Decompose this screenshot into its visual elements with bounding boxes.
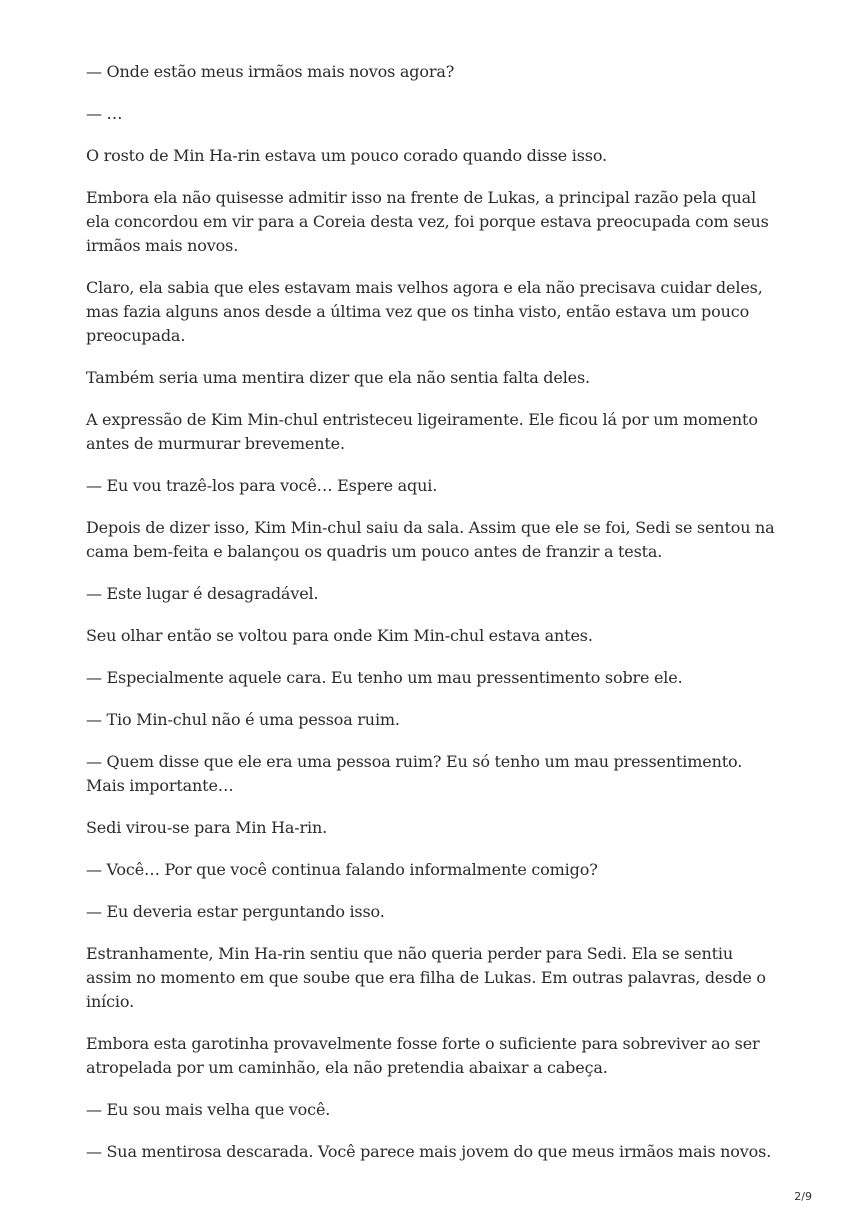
document-body xyxy=(86,60,776,1182)
paragraph: Seu olhar então se voltou para onde Kim Min-chul estava antes. xyxy=(86,626,593,645)
paragraph: Também seria uma mentira dizer que ela não sentia falta deles. xyxy=(86,368,590,387)
paragraph: — Eu vou trazê-los para você… Espere aqui. xyxy=(86,476,438,495)
paragraph: — Especialmente aquele cara. Eu tenho um mau pressentimento sobre ele. xyxy=(86,668,683,687)
paragraph: Depois de dizer isso, Kim Min-chul saiu da sala. Assim que ele se foi, Sedi se sentou na cama bem-feita e balançou os quadris um pouco antes de franzir a testa. xyxy=(86,518,775,561)
paragraph: Embora esta garotinha provavelmente fosse forte o suficiente para sobreviver ao ser atropelada por um caminhão, ela não pretendia abaixar a cabeça. xyxy=(86,1034,760,1077)
paragraph: — Você… Por que você continua falando informalmente comigo? xyxy=(86,860,598,879)
paragraph: — Quem disse que ele era uma pessoa ruim? Eu só tenho um mau pressentimento. Mais importante… xyxy=(86,752,743,795)
paragraph: Claro, ela sabia que eles estavam mais velhos agora e ela não precisava cuidar deles, mas fazia alguns anos desde a última vez que os tinha visto, então estava um pouco preocupada. xyxy=(86,278,763,345)
paragraph: Embora ela não quisesse admitir isso na frente de Lukas, a principal razão pela qual ela concordou em vir para a Coreia desta vez, foi porque estava preocupada com seus irmãos mais novos. xyxy=(86,188,769,255)
paragraph: — Eu sou mais velha que você. xyxy=(86,1100,331,1119)
paragraph: — Este lugar é desagradável. xyxy=(86,584,319,603)
paragraph: Estranhamente, Min Ha-rin sentiu que não queria perder para Sedi. Ela se sentiu assim no momento em que soube que era filha de Lukas. Em outras palavras, desde o início. xyxy=(86,944,766,1011)
page-number: 2/9 xyxy=(794,1190,812,1203)
paragraph: O rosto de Min Ha-rin estava um pouco corado quando disse isso. xyxy=(86,146,607,165)
paragraph: — … xyxy=(86,104,123,123)
paragraph: — Tio Min-chul não é uma pessoa ruim. xyxy=(86,710,400,729)
paragraph: A expressão de Kim Min-chul entristeceu ligeiramente. Ele ficou lá por um momento antes de murmurar brevemente. xyxy=(86,410,758,453)
paragraph: — Onde estão meus irmãos mais novos agora? xyxy=(86,62,455,81)
paragraph: Sedi virou-se para Min Ha-rin. xyxy=(86,818,328,837)
paragraph: — Eu deveria estar perguntando isso. xyxy=(86,902,385,921)
paragraph: — Sua mentirosa descarada. Você parece mais jovem do que meus irmãos mais novos. xyxy=(86,1142,772,1161)
